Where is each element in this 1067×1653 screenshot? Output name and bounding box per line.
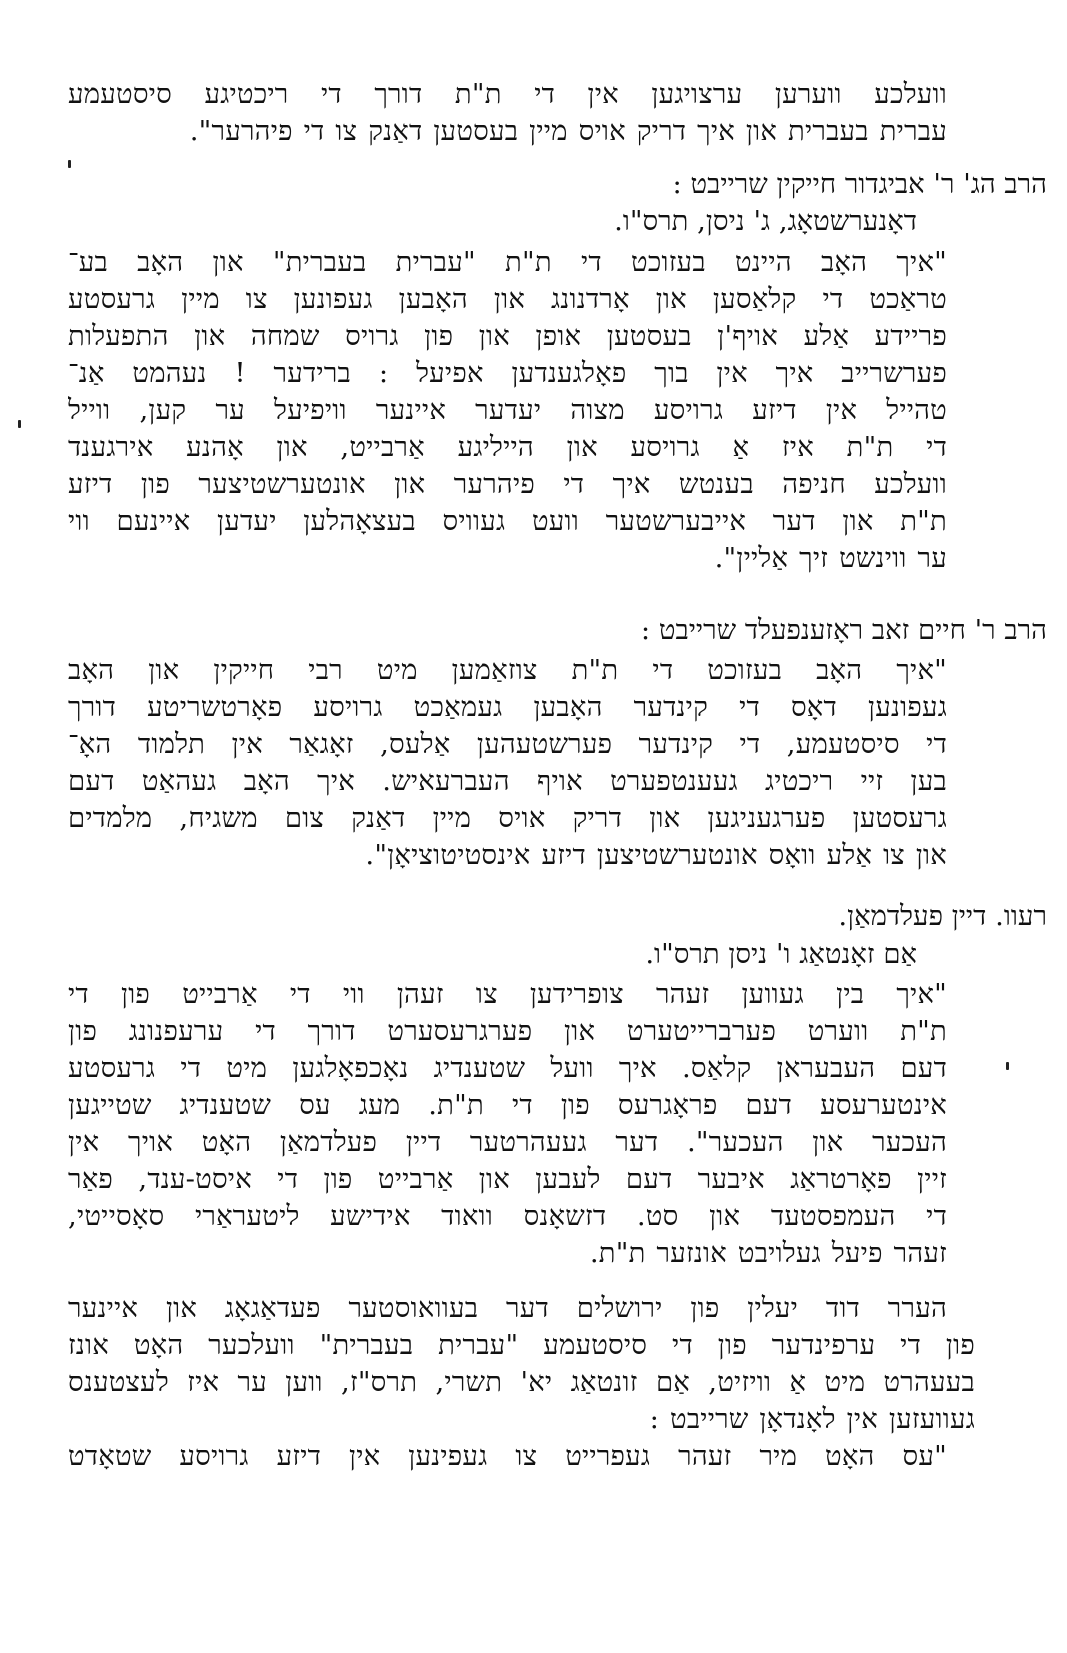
text-line: זיין פאָרטראַג איבער דעם לעבען און אַרבייט פון די איסט-ענד, פאַר: [68, 1163, 947, 1195]
text-line: טראַכט די קלאַסען און אָרדנונג און האָבען געפונען צו מיין גרעסטע: [68, 283, 947, 315]
text-line: "עס האָט מיר זעהר געפרייט צו געפינען אין דיזע גרויסע שטאָדט: [68, 1440, 947, 1472]
text-line: פריידע אַלע אויף'ן בעסטען אופן און פון גרויס שמחה און התפעלות: [68, 320, 947, 352]
scan-speck: [18, 420, 21, 428]
text-line: "איך בין געווען זעהר צופרידען צו זעהן ווי די אַרבייט פון די: [68, 978, 947, 1010]
text-line: זעהר פיעל געלויבט אונזער ת"ת.: [589, 1237, 947, 1269]
speaker-name: הרב ר' חיים זאב ראָזענפעלד שרייבט :: [640, 614, 1047, 646]
speaker-heading-feldman: [838, 898, 1047, 935]
text-line: ת"ת און דער אייבערשטער וועט געוויס בעצאָהלען יעדען איינעם ווי: [68, 505, 947, 537]
text-line: גרעסטען פערגעניגען און דריק אויס מיין דאַנק צום משגיח, מלמדים: [68, 802, 947, 834]
text-line: געוועזען אין לאָנדאָן שרייבט :: [649, 1403, 975, 1435]
text-line: די סיסטעמע, די קינדער פערשטעהען אַלעס, זאָגאַר אין תלמוד האָ־: [68, 728, 947, 760]
text-line: די ת"ת איז אַ גרויסע און הייליגע אַרבייט, און אָהנע אירגענד: [68, 431, 947, 463]
text-line: ת"ת ווערט פערברייטערט און פערגרעסערט דורך די ערעפנונג פון: [68, 1015, 947, 1047]
scan-speck: [1006, 1062, 1009, 1070]
text-line: פערשרייב איך אין בוך פאָלגענדען אפיעל : ברידער ! נעהמט אַנ־: [68, 357, 947, 389]
text-line: העכער און העכער". דער געעהרטער דיין פעלדמאַן האָט אויך אין: [68, 1126, 947, 1158]
text-line: אינטערעסע דעם פראָגרעס פון די ת"ת. מעג עס שטענדיג שטייגען: [68, 1089, 947, 1121]
paragraph-yellin: [68, 1290, 975, 1475]
date-line: אַם זאָנטאַג ו' ניסן תרס"ו.: [645, 938, 917, 970]
text-line: וועלכע חניפה בענטש איך די פיהרער און אונטערשטיצער פון דיזע: [68, 468, 947, 500]
paragraph-rosenfeld: [68, 652, 947, 874]
speaker-heading-chaikin: [672, 166, 1047, 203]
text-line: וועלכע ווערען ערצויגען אין די ת"ת דורך די ריכטיגע סיסטעמע: [68, 78, 947, 110]
speaker-heading-rosenfeld: [641, 612, 1047, 649]
text-line: בעעהרט מיט אַ וויזיט, אַם זונטאַג יא' תשרי, תרס"ז, ווען ער איז לעצטענס: [68, 1366, 975, 1398]
text-line: טהייל אין דיזע גרויסע מצוה יעדער איינער וויפיעל ער קען, ווייל: [68, 394, 947, 426]
text-line: געפונען דאָס די קינדער האָבען געמאַכט גרויסע פאָרטשריטע דורך: [68, 691, 947, 723]
speaker-name: הרב הג' ר' אביגדור חייקין שרייבט :: [672, 168, 1047, 200]
text-line: און צו אַלע וואָס אונטערשטיצען דיזע אינסטיטוציאָן".: [365, 839, 947, 871]
paragraph-feldman: [68, 976, 947, 1272]
paragraph-intro-end: [68, 76, 947, 150]
text-line: ער ווינשט זיך אַליין".: [714, 542, 947, 574]
scan-speck: [68, 160, 71, 168]
text-line: בען זיי ריכטיג געענטפערט אויף העברעאיש. איך האָב געהאַט דעם: [68, 765, 947, 797]
date-line: דאָנערשטאָג, ג' ניסן, תרס"ו.: [614, 205, 917, 237]
text-line: די העמפסטעד און סט. דזשאָנס וואוד אידישע ליטעראַרי סאָסייטי,: [68, 1200, 947, 1232]
text-line: הערר דוד יעלין פון ירושלים דער בעוואוסטער פעדאַגאָג און איינער: [68, 1292, 947, 1324]
text-line: עברית בעברית און איך דריק אויס מיין בעסטען דאַנק צו די פיהרער".: [189, 115, 947, 147]
text-line: "איך האָב היינט בעזוכט די ת"ת "עברית בעברית" און האָב בע־: [68, 246, 947, 278]
speaker-name: רעוו. דיין פעלדמאַן.: [838, 900, 1047, 932]
text-line: פון די ערפינדער פון די סיסטעמע "עברית בעברית" וועלכער האָט אונז: [68, 1329, 975, 1361]
paragraph-chaikin: [68, 244, 947, 577]
text-line: "איך האָב בעזוכט די ת"ת צוזאַמען מיט רבי חייקין און האָב: [68, 654, 947, 686]
text-line: דעם העבעראן קלאַס. איך וועל שטענדיג נאָכפאָלגען מיט די גרעסטע: [68, 1052, 947, 1084]
